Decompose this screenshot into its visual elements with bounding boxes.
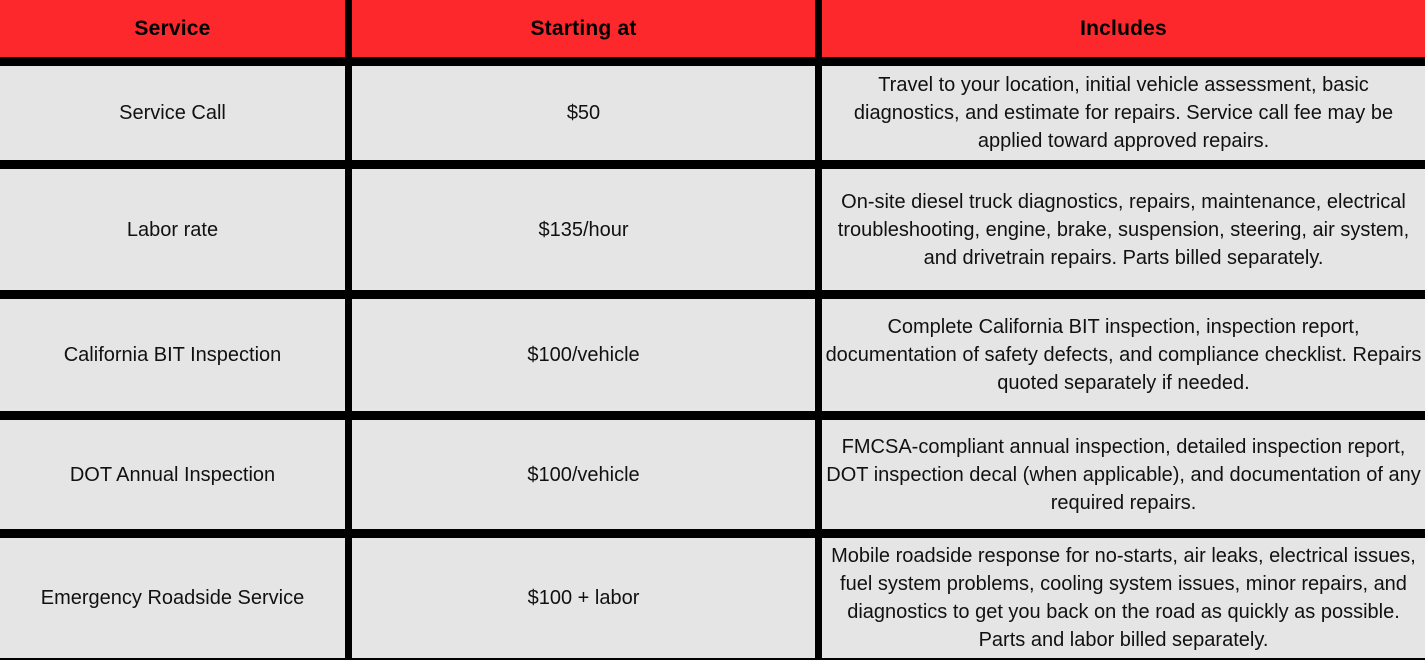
row-dot-inspection-includes: FMCSA-compliant annual inspection, detailed inspection report, DOT inspection decal (when applicable), and documentation of any required repairs. xyxy=(822,420,1425,529)
row-emergency-service: Emergency Roadside Service xyxy=(0,538,345,658)
row-bit-inspection-price: $100/vehicle xyxy=(352,299,815,411)
row-bit-inspection-includes: Complete California BIT inspection, inspection report, documentation of safety defects, and compliance checklist. Repairs quoted separately if needed. xyxy=(822,299,1425,411)
row-emergency-includes: Mobile roadside response for no-starts, air leaks, electrical issues, fuel system problems, cooling system issues, minor repairs, and diagnostics to get you back on the road as quickly as possible. Parts and labor billed separately. xyxy=(822,538,1425,658)
row-service-call-service: Service Call xyxy=(0,66,345,160)
row-labor-rate-service: Labor rate xyxy=(0,169,345,290)
row-dot-inspection-price: $100/vehicle xyxy=(352,420,815,529)
row-labor-rate-price: $135/hour xyxy=(352,169,815,290)
row-service-call-price: $50 xyxy=(352,66,815,160)
row-service-call-includes: Travel to your location, initial vehicle assessment, basic diagnostics, and estimate for repairs. Service call fee may be applied toward approved repairs. xyxy=(822,66,1425,160)
row-emergency-price: $100 + labor xyxy=(352,538,815,658)
header-starting-at: Starting at xyxy=(352,0,815,57)
row-bit-inspection-service: California BIT Inspection xyxy=(0,299,345,411)
header-includes: Includes xyxy=(822,0,1425,57)
row-dot-inspection-service: DOT Annual Inspection xyxy=(0,420,345,529)
row-labor-rate-includes: On-site diesel truck diagnostics, repairs, maintenance, electrical troubleshooting, engine, brake, suspension, steering, air system, and drivetrain repairs. Parts billed separately. xyxy=(822,169,1425,290)
header-service: Service xyxy=(0,0,345,57)
